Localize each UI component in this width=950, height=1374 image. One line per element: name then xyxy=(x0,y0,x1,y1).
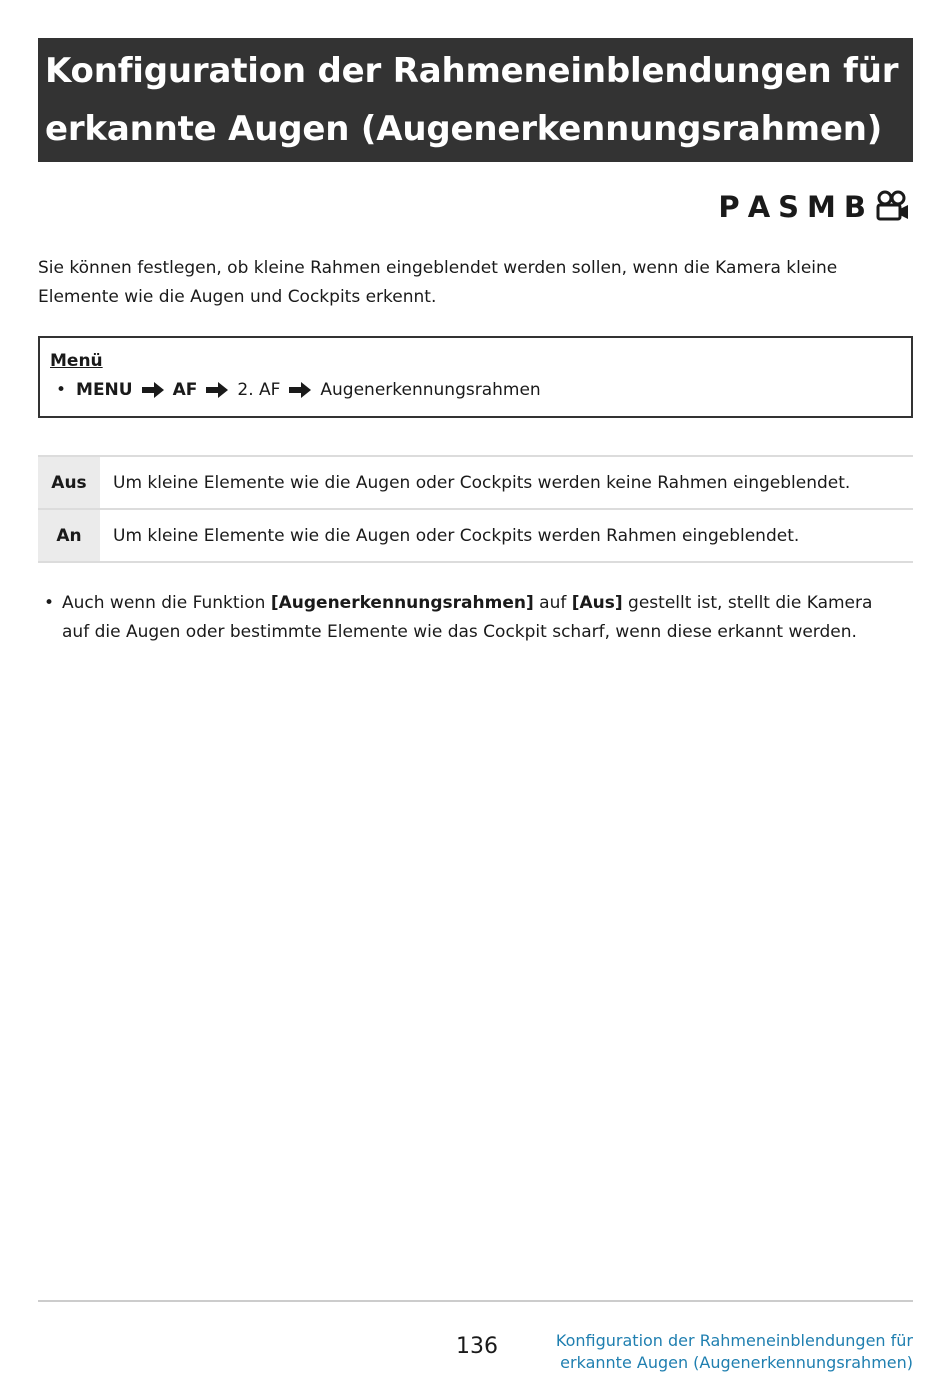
shooting-modes xyxy=(710,188,910,226)
page-number: 136 xyxy=(456,1334,498,1359)
page-title-line-2: erkannte Augen (Augenerkennungsrahmen) xyxy=(45,109,883,149)
arrow-right-icon xyxy=(141,382,165,398)
table-row xyxy=(38,509,913,562)
note-setting-value: [Aus] xyxy=(571,593,623,613)
movie-camera-icon xyxy=(874,190,910,224)
arrow-right-icon xyxy=(205,382,229,398)
note-text xyxy=(62,589,899,647)
note-text-part-2: auf xyxy=(533,593,572,613)
menu-step-menu: MENU xyxy=(76,380,133,400)
mode-p: P xyxy=(718,190,740,224)
footer-section-link[interactable] xyxy=(556,1330,913,1374)
menu-heading: Menü xyxy=(50,351,103,371)
mode-m: M xyxy=(807,190,836,224)
note xyxy=(44,589,899,647)
footer-link-line-1[interactable]: Konfiguration der Rahmeneinblendungen für xyxy=(555,1331,913,1350)
menu-step-2af: 2. AF xyxy=(237,380,281,400)
mode-s: S xyxy=(778,190,800,224)
page-title-line-1: Konfiguration der Rahmeneinblendungen für xyxy=(45,51,899,91)
table-row xyxy=(38,456,913,509)
note-text-part-1: Auch wenn die Funktion xyxy=(62,593,271,613)
menu-path xyxy=(50,374,901,406)
option-description-an: Um kleine Elemente wie die Augen oder Cockpits werden Rahmen eingeblendet. xyxy=(113,525,800,546)
note-text-part-3: gestellt ist, stellt die Kamera auf die Augen oder bestimmte Elemente wie das Cockpit scharf, wenn diese erkannt werden. xyxy=(62,593,873,642)
menu-step-af: AF xyxy=(172,380,198,400)
menu-box xyxy=(38,336,913,418)
footer-link-line-2[interactable]: erkannte Augen (Augenerkennungsrahmen) xyxy=(560,1353,913,1372)
option-key-aus: Aus xyxy=(38,456,100,509)
options-table xyxy=(38,455,913,563)
intro-paragraph: Sie können festlegen, ob kleine Rahmen eingeblendet werden sollen, wenn die Kamera kleine Elemente wie die Augen und Cockpits erkennt. xyxy=(38,258,838,307)
arrow-right-icon xyxy=(288,382,312,398)
menu-step-setting: Augenerkennungsrahmen xyxy=(320,380,541,400)
option-key-an: An xyxy=(38,509,100,562)
mode-a: A xyxy=(747,190,771,224)
page-title xyxy=(38,38,913,162)
note-setting-name: [Augenerkennungsrahmen] xyxy=(270,593,534,613)
menu-bullet: • xyxy=(56,380,67,400)
option-description-aus: Um kleine Elemente wie die Augen oder Cockpits werden keine Rahmen eingeblendet. xyxy=(113,472,851,493)
footer-divider xyxy=(38,1300,913,1302)
note-bullet: • xyxy=(44,593,55,613)
mode-b: B xyxy=(843,190,866,224)
